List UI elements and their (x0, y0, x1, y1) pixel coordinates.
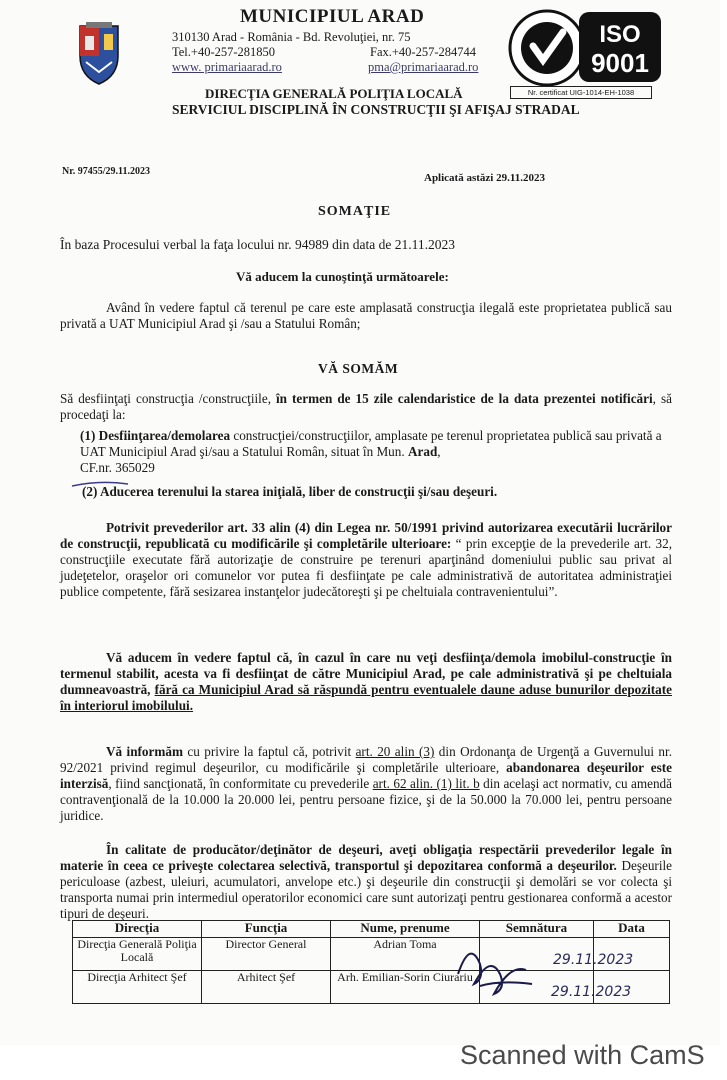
tel-line: Tel.+40-257-281850 (172, 45, 276, 59)
row1-direction: Direcţia Generală Poliţia Locală (73, 938, 202, 971)
waste-fines: din acelaşi act normativ, cu amendă contravenţională de la 10.000 la 20.000 lei, pentru persoane fizice, şi de la 50.000 la 70.000 lei, pentru persoane juridice. (60, 776, 672, 823)
address-line: 310130 Arad - România - Bd. Revoluţiei, nr. 75 (172, 30, 411, 44)
warning-text: Vă aducem în vedere faptul că, în cazul în care nu veţi desfiinţa/demola imobilul-construcţie în termenul stabilit, acesta va fi desfiinţat de către Municipiul Arad, pe cale administrativă şi pe cheltuiala dumneavoastră, (60, 650, 672, 697)
row1-function: Director General (202, 938, 331, 971)
applied-date: Aplicată astăzi 29.11.2023 (424, 172, 545, 184)
paragraph-waste-regime (60, 744, 672, 824)
document-title: SOMAŢIE (318, 204, 392, 219)
warning-liability: fără ca Municipiul Arad să răspundă pentru eventualele daune aduse bunurilor depozitate în interiorul imobilului. (60, 682, 672, 713)
row2-direction: Direcţia Arhitect Şef (73, 971, 202, 1004)
direction-title: DIRECŢIA GENERALĂ POLIŢIA LOCALĂ (205, 86, 463, 101)
obligations-text: Deşeurile periculoase (azbest, uleiuri, acumulatori, anvelope etc.) şi deşeurile din construcţii şi demolări se vor colecta şi transporta numai prin intermediul operatorilor economici care sunt autorizaţi pentru gestionarea conformă a acestor tipuri de deşeuri. (60, 858, 673, 921)
table-header-row (73, 921, 670, 938)
header-name: Nume, prenume (331, 921, 480, 938)
paragraph-waste-obligations (60, 842, 672, 922)
demand-start: Să desfiinţaţi construcţia /construcţiile, (60, 391, 277, 406)
service-title: SERVICIUL DISCIPLINĂ ÎN CONSTRUCŢII ŞI AFIŞAJ STRADAL (172, 102, 580, 117)
waste-intro: Vă informăm (106, 744, 183, 759)
legal-basis: În baza Procesului verbal la faţa locului nr. 94989 din data de 21.11.2023 (60, 237, 456, 252)
certificate-number: Nr. certificat UIG-1014-EH-1038 (510, 86, 652, 99)
scanner-watermark: Scanned with CamS (460, 1040, 705, 1070)
paragraph-ownership: Având în vedere faptul că terenul pe care este amplasată construcţia ilegală este proprietatea publică sau privată a UAT Municipiul Arad şi /sau a Statului Român; (60, 300, 672, 331)
iso-label: ISO (599, 21, 641, 48)
item1-label: (1) Desfiinţarea/demolarea (80, 428, 231, 443)
demand-deadline: în termen de 15 zile calendaristice de la data prezentei notificări (276, 391, 653, 406)
law-quote: “ prin excepţie de la prevederile art. 32, construcţiile executate fără autorizaţie de construire pe terenuri aparţinând domeniului public sau privat al judeţetelor, oraşelor ori comunelor vor putea fi desfiinţate pe cale administrativă de autoritatea administraţiei publice competente, fără sesizarea instanţelor judecătoreşti şi pe cheltuiala contravenientului”. (60, 536, 673, 599)
iso-certification-seal (507, 8, 665, 88)
row1-date: 29.11.2023 (553, 952, 634, 968)
item1-text: construcţiei/construcţiilor, amplasate pe terenul proprietatea publică sau privată a UAT Municipiul Arad şi/sau a Statului Român, situat în Mun. (80, 428, 662, 459)
arad-crest-icon (74, 22, 124, 86)
intro-heading: Vă aducem la cunoştinţă următoarele: (236, 269, 449, 284)
waste-art62: art. 62 alin. (1) lit. b (372, 776, 480, 791)
item1-city: Arad (407, 444, 438, 459)
waste-prohibition: abandonarea deşeurilor este interzisă (60, 760, 672, 791)
waste-text-1: cu privire la faptul că, potrivit (182, 744, 356, 759)
header-signature: Semnătura (480, 921, 594, 938)
list-item-restore: (2) Aducerea terenului la starea iniţială, liber de construcţii şi/sau deşeuri. (82, 484, 498, 499)
header-function: Funcţia (202, 921, 331, 938)
row2-date: 29.11.2023 (551, 984, 632, 1000)
paragraph-warning (60, 650, 672, 714)
iso-number: 9001 (591, 48, 649, 78)
fax-line: Fax.+40-257-284744 (370, 45, 476, 59)
website-link[interactable]: www. primariaarad.ro (172, 60, 282, 74)
paragraph-demand (60, 391, 672, 423)
law-reference: Potrivit prevederilor art. 33 alin (4) din Legea nr. 50/1991 privind autorizarea executării lucrărilor de construcţii, republicată cu modificările şi completările ulterioare: (60, 520, 672, 551)
row2-name: Arh. Emilian-Sorin Ciurariu (331, 971, 480, 1004)
obligations-bold: În calitate de producător/deţinător de deşeuri, aveţi obligaţia respectării prevederilor legale în materie în ceea ce priveşte colectarea selectivă, transportul şi depozitarea conformă a deşeurilor. (60, 842, 672, 873)
paragraph-law-50-1991 (60, 520, 672, 600)
waste-text-3: , fiind sancţionată, în conformitate cu prevederile (108, 776, 373, 791)
item1-cf-number: CF.nr. 365029 (80, 460, 155, 475)
summons-heading: VĂ SOMĂM (318, 361, 399, 376)
email-link[interactable]: pma@primariaarad.ro (368, 60, 479, 74)
row2-function: Arhitect Şef (202, 971, 331, 1004)
waste-text-2: din Ordonanţa de Urgenţă a Guvernului nr. 92/2021 privind regimul deşeurilor, cu modificările şi completările ulterioare, (60, 744, 672, 775)
list-item-demolition: (1) Desfiinţarea/demolarea construcţiei/construcţiilor, amplasate pe terenul proprietatea publică sau privată a UAT Municipiul Arad şi/sau a Statului Român, situat în Mun. Arad, CF.nr. 365029 (80, 428, 662, 475)
header-date: Data (594, 921, 670, 938)
handwritten-signature-icon (450, 934, 540, 1004)
demand-end: , să procedaţi la: (60, 391, 672, 422)
document-number: Nr. 97455/29.11.2023 (62, 166, 150, 177)
row1-name: Adrian Toma (331, 938, 480, 971)
header-direction: Direcţia (73, 921, 202, 938)
waste-art20: art. 20 alin (3) (355, 744, 435, 759)
institution-title: MUNICIPIUL ARAD (240, 6, 425, 27)
